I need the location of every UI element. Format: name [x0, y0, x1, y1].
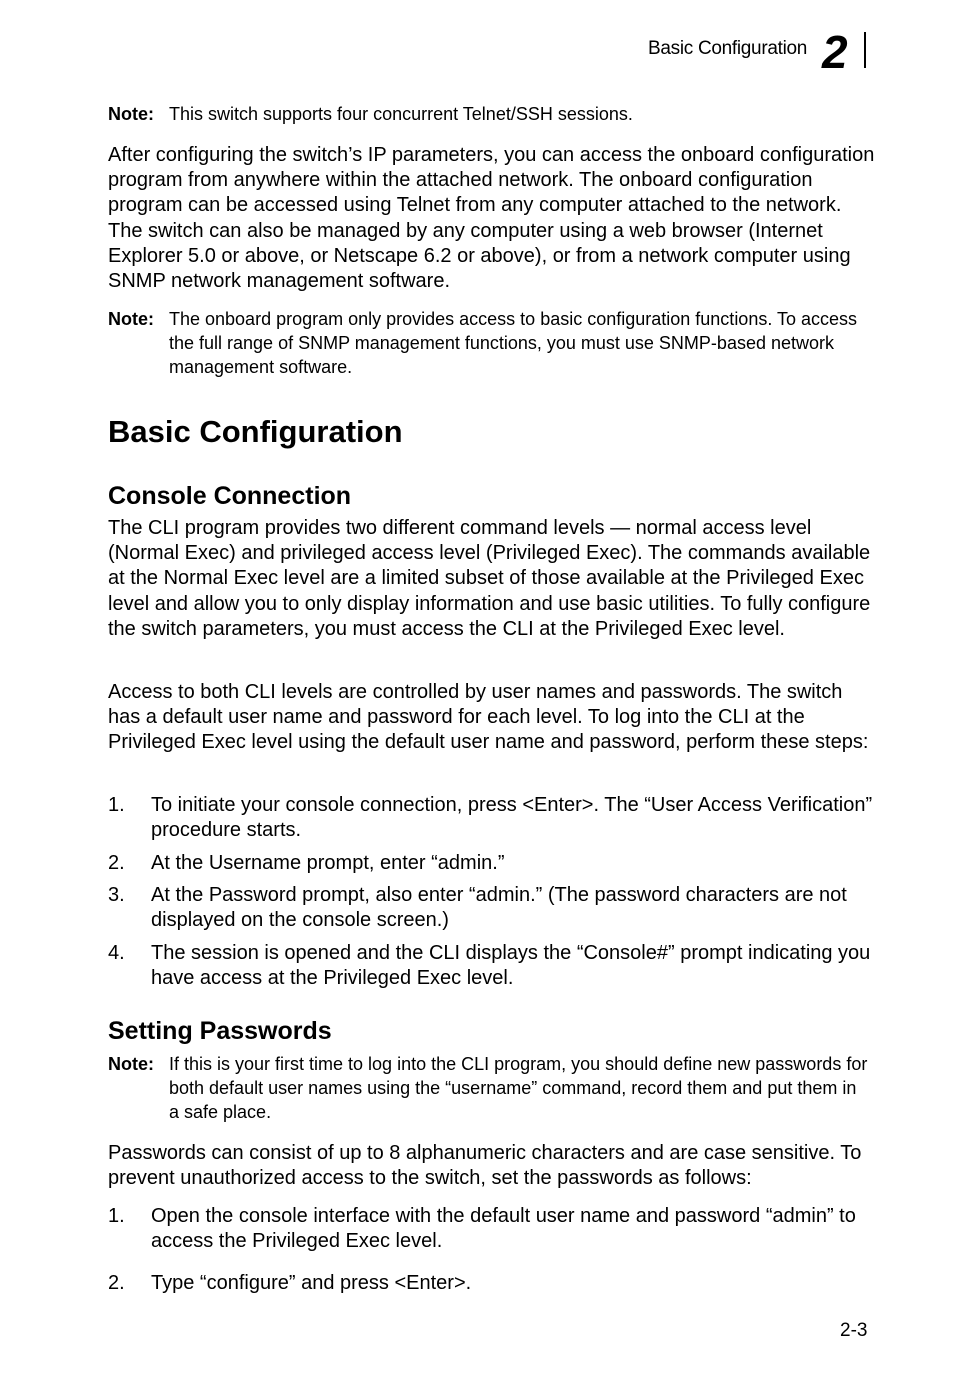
console-connection-heading: Console Connection — [108, 482, 352, 510]
step-number: 1. — [108, 794, 125, 816]
section-heading: Basic Configuration — [108, 414, 403, 449]
password-step — [108, 1271, 878, 1296]
console-step — [108, 883, 878, 933]
step-number: 2. — [108, 1272, 125, 1294]
setting-passwords-heading: Setting Passwords — [108, 1017, 332, 1045]
step-text: At the Password prompt, also enter “admin.” (The password characters are not displayed on the console screen.) — [151, 884, 847, 932]
note-text: If this is your first time to log into the CLI program, you should define new passwords for both default user names using the “username” command, record them and put them in a safe place. — [169, 1054, 868, 1122]
passwords-paragraph: Passwords can consist of up to 8 alphanumeric characters and are case sensitive. To prevent unauthorized access to the switch, set the passwords as follows: — [108, 1142, 862, 1190]
note-onboard — [108, 307, 868, 379]
note-label: Note: — [108, 104, 154, 124]
step-text: To initiate your console connection, press <Enter>. The “User Access Verification” procedure starts. — [151, 794, 873, 842]
step-text: The session is opened and the CLI displays the “Console#” prompt indicating you have access at the Privileged Exec level. — [151, 942, 871, 990]
step-number: 4. — [108, 942, 125, 964]
console-step — [108, 793, 878, 843]
step-number: 2. — [108, 852, 125, 874]
access-paragraph: Access to both CLI levels are controlled by user names and passwords. The switch has a default user name and password for each level. To log into the CLI at the Privileged Exec level using the default user name and password, perform these steps: — [108, 681, 869, 754]
note-label: Note: — [108, 309, 154, 329]
note-text: The onboard program only provides access to basic configuration functions. To access the full range of SNMP management functions, you must use SNMP-based network management software. — [169, 309, 858, 377]
running-header-title: Basic Configuration — [648, 38, 808, 59]
step-text: At the Username prompt, enter “admin.” — [151, 852, 505, 874]
chapter-rule — [864, 32, 866, 68]
page-number: 2-3 — [840, 1320, 868, 1341]
console-step — [108, 941, 878, 991]
step-text: Type “configure” and press <Enter>. — [151, 1272, 472, 1294]
password-step — [108, 1204, 878, 1254]
intro-paragraph: After configuring the switch’s IP parameters, you can access the onboard configuration program from anywhere within the attached network. The onboard configuration program can be accessed using Telnet from any computer attached to the network. The switch can also be managed by any computer using a web browser (Internet Explorer 5.0 or above, or Netscape 6.2 or above), or from a network computer using SNMP network management software. — [108, 144, 875, 293]
note-label: Note: — [108, 1054, 154, 1074]
step-text: Open the console interface with the default user name and password “admin” to access the Privileged Exec level. — [151, 1205, 856, 1253]
step-number: 3. — [108, 884, 125, 906]
chapter-number: 2 — [822, 26, 847, 78]
note-passwords — [108, 1052, 868, 1124]
note-text: This switch supports four concurrent Telnet/SSH sessions. — [169, 104, 633, 124]
step-number: 1. — [108, 1205, 125, 1227]
cli-levels-paragraph: The CLI program provides two different command levels — normal access level (Normal Exec) and privileged access level (Privileged Exec). The commands available at the Normal Exec level are a limited subset of those available at the Privileged Exec level and allow you to only display information and use basic utilities. To fully configure the switch parameters, you must access the CLI at the Privileged Exec level. — [108, 517, 871, 640]
console-step — [108, 851, 878, 876]
note-sessions — [108, 102, 868, 126]
